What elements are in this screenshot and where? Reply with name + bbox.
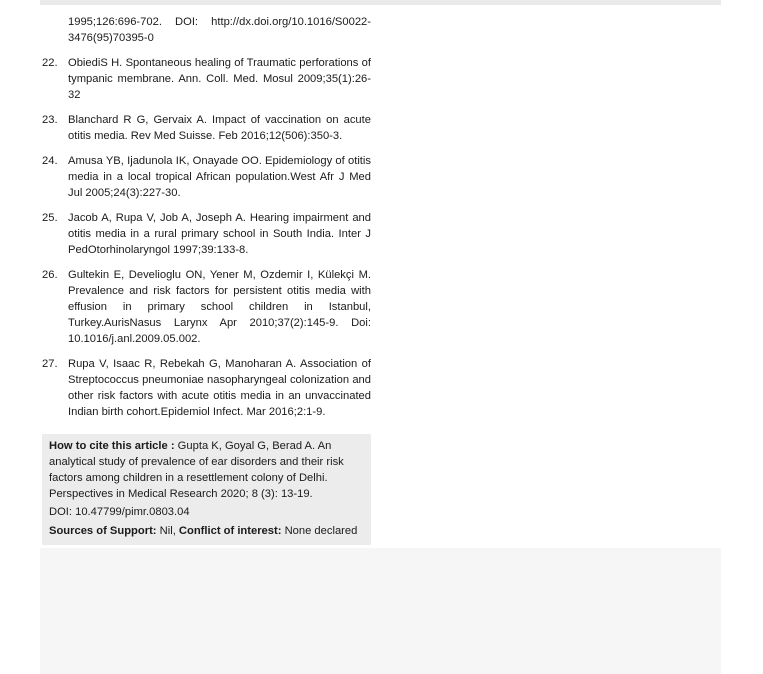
- reference-text: Amusa YB, Ijadunola IK, Onayade OO. Epidemiology of otitis media in a local tropical African population.West Afr J Med Jul 2005;24(3):227-30.: [68, 155, 371, 199]
- conflict-value: None declared: [281, 525, 358, 537]
- support-label: Sources of Support:: [49, 525, 157, 537]
- reference-item: [42, 55, 371, 103]
- reference-text: Blanchard R G, Gervaix A. Impact of vaccination on acute otitis media. Rev Med Suisse. Feb 2016;12(506):350-3.: [68, 114, 371, 142]
- reference-number: 27.: [42, 358, 58, 370]
- reference-number: 25.: [42, 212, 58, 224]
- reference-text: Rupa V, Isaac R, Rebekah G, Manoharan A. Association of Streptococcus pneumoniae nasopharyngeal colonization and other risk factors with acute otitis media in an unvaccinated Indian birth cohort.Epidemiol Infect. Mar 2016;2:1-9.: [68, 358, 371, 418]
- citation-paragraph: [49, 438, 365, 502]
- citation-text: Gupta K, Goyal G, Berad A. An analytical study of prevalence of ear disorders and their risk factors among children in a resettlement colony of Delhi. Perspectives in Medical Research 2020; 8 (3): 13-19.: [49, 440, 344, 500]
- previous-page-edge: [40, 0, 721, 5]
- reference-item: [42, 153, 371, 201]
- reference-item: [42, 267, 371, 347]
- reference-continuation: 1995;126:696-702. DOI: http://dx.doi.org/10.1016/S0022-3476(95)70395-0: [68, 16, 371, 44]
- citation-doi: DOI: 10.47799/pimr.0803.04: [49, 506, 190, 518]
- page-lower-area: [40, 548, 721, 674]
- reference-number: 22.: [42, 57, 58, 69]
- reference-item: [42, 356, 371, 420]
- conflict-label: Conflict of interest:: [178, 525, 282, 537]
- reference-number: 26.: [42, 269, 58, 281]
- reference-number: 23.: [42, 114, 58, 126]
- support-conflict-line: [49, 523, 365, 539]
- reference-number: 24.: [42, 155, 58, 167]
- support-value: Nil,: [156, 525, 179, 537]
- reference-text: Jacob A, Rupa V, Job A, Joseph A. Hearing impairment and otitis media in a rural primary school in South India. Inter J PedOtorhinolaryngol 1997;39:133-8.: [68, 212, 371, 256]
- citation-box: [42, 434, 371, 545]
- references-column: [42, 14, 371, 429]
- reference-item: [42, 210, 371, 258]
- reference-text: Gultekin E, Develioglu ON, Yener M, Ozdemir I, Külekçi M. Prevalence and risk factors for persistent otitis media with effusion in primary school children in Istanbul, Turkey.AurisNasus Larynx Apr 2010;37(2):145-9. Doi: 10.1016/j.anl.2009.05.002.: [68, 269, 371, 345]
- citation-label: How to cite this article :: [49, 440, 175, 452]
- reference-item: [42, 112, 371, 144]
- reference-text: ObiediS H. Spontaneous healing of Traumatic perforations of tympanic membrane. Ann. Coll. Med. Mosul 2009;35(1):26-32: [68, 57, 371, 101]
